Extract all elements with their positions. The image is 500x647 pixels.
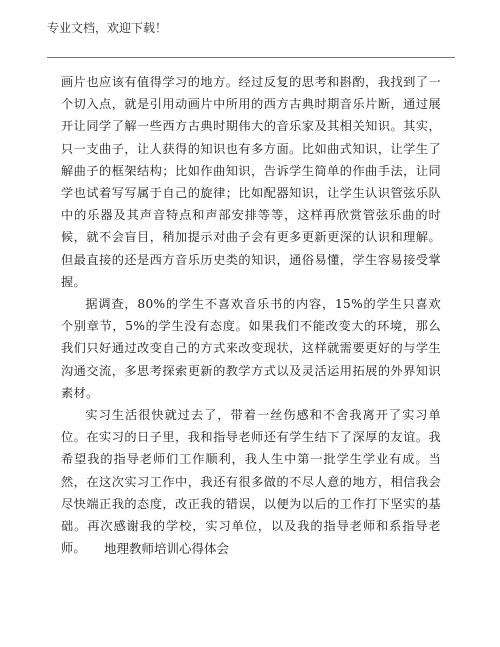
header-divider: [47, 57, 455, 58]
paragraph-conclusion: 实习生活很快就过去了，带着一丝伤感和不舍我离开了实习单位。在实习的日子里，我和指导老师还有学生结下了深厚的友谊。我希望我的指导老师们工作顺利，我人生中第一批学生学业有成。当然，在这次实习工作中，我还有很多做的不尽人意的地方，相信我会尽快端正我的态度，改正我的错误，以便为以后的工作打下坚实的基础。再次感谢我的学校，实习单位，以及我的指导老师和系指导老师。: [61, 408, 441, 556]
section-heading: 地理教师培训心得体会: [104, 541, 230, 556]
page-header: 专业文档，欢迎下载！: [47, 21, 168, 35]
paragraph-survey: 据调查，80%的学生不喜欢音乐书的内容，15%的学生只喜欢个别章节，5%的学生没有态度。如果我们不能改变大的环境，那么我们只好通过改变自己的方式来改变现状，这样就需要更好的与学生沟通交流，多思考探索更新的教学方式以及灵活运用拓展的外界知识素材。: [61, 297, 441, 400]
paragraph-continued: 画片也应该有值得学习的地方。经过反复的思考和斟酌，我找到了一个切入点，就是引用动画片中所用的西方古典时期音乐片断，通过展开让同学了解一些西方古典时期伟大的音乐家及其相关知识。其实，只一支曲子，让人获得的知识也有多方面。比如曲式知识，让学生了解曲子的框架结构；比如作曲知识，告诉学生简单的作曲手法，让同学也试着写写属于自己的旋律；比如配器知识，让学生认识管弦乐队中的乐器及其声音特点和声部安排等等，这样再欣赏管弦乐曲的时候，就不会盲目，稍加提示对曲子会有更多更新更深的认识和理解。但最直接的还是西方音乐历史类的知识，通俗易懂，学生容易接受掌握。: [61, 75, 441, 289]
document-body: [61, 71, 441, 559]
